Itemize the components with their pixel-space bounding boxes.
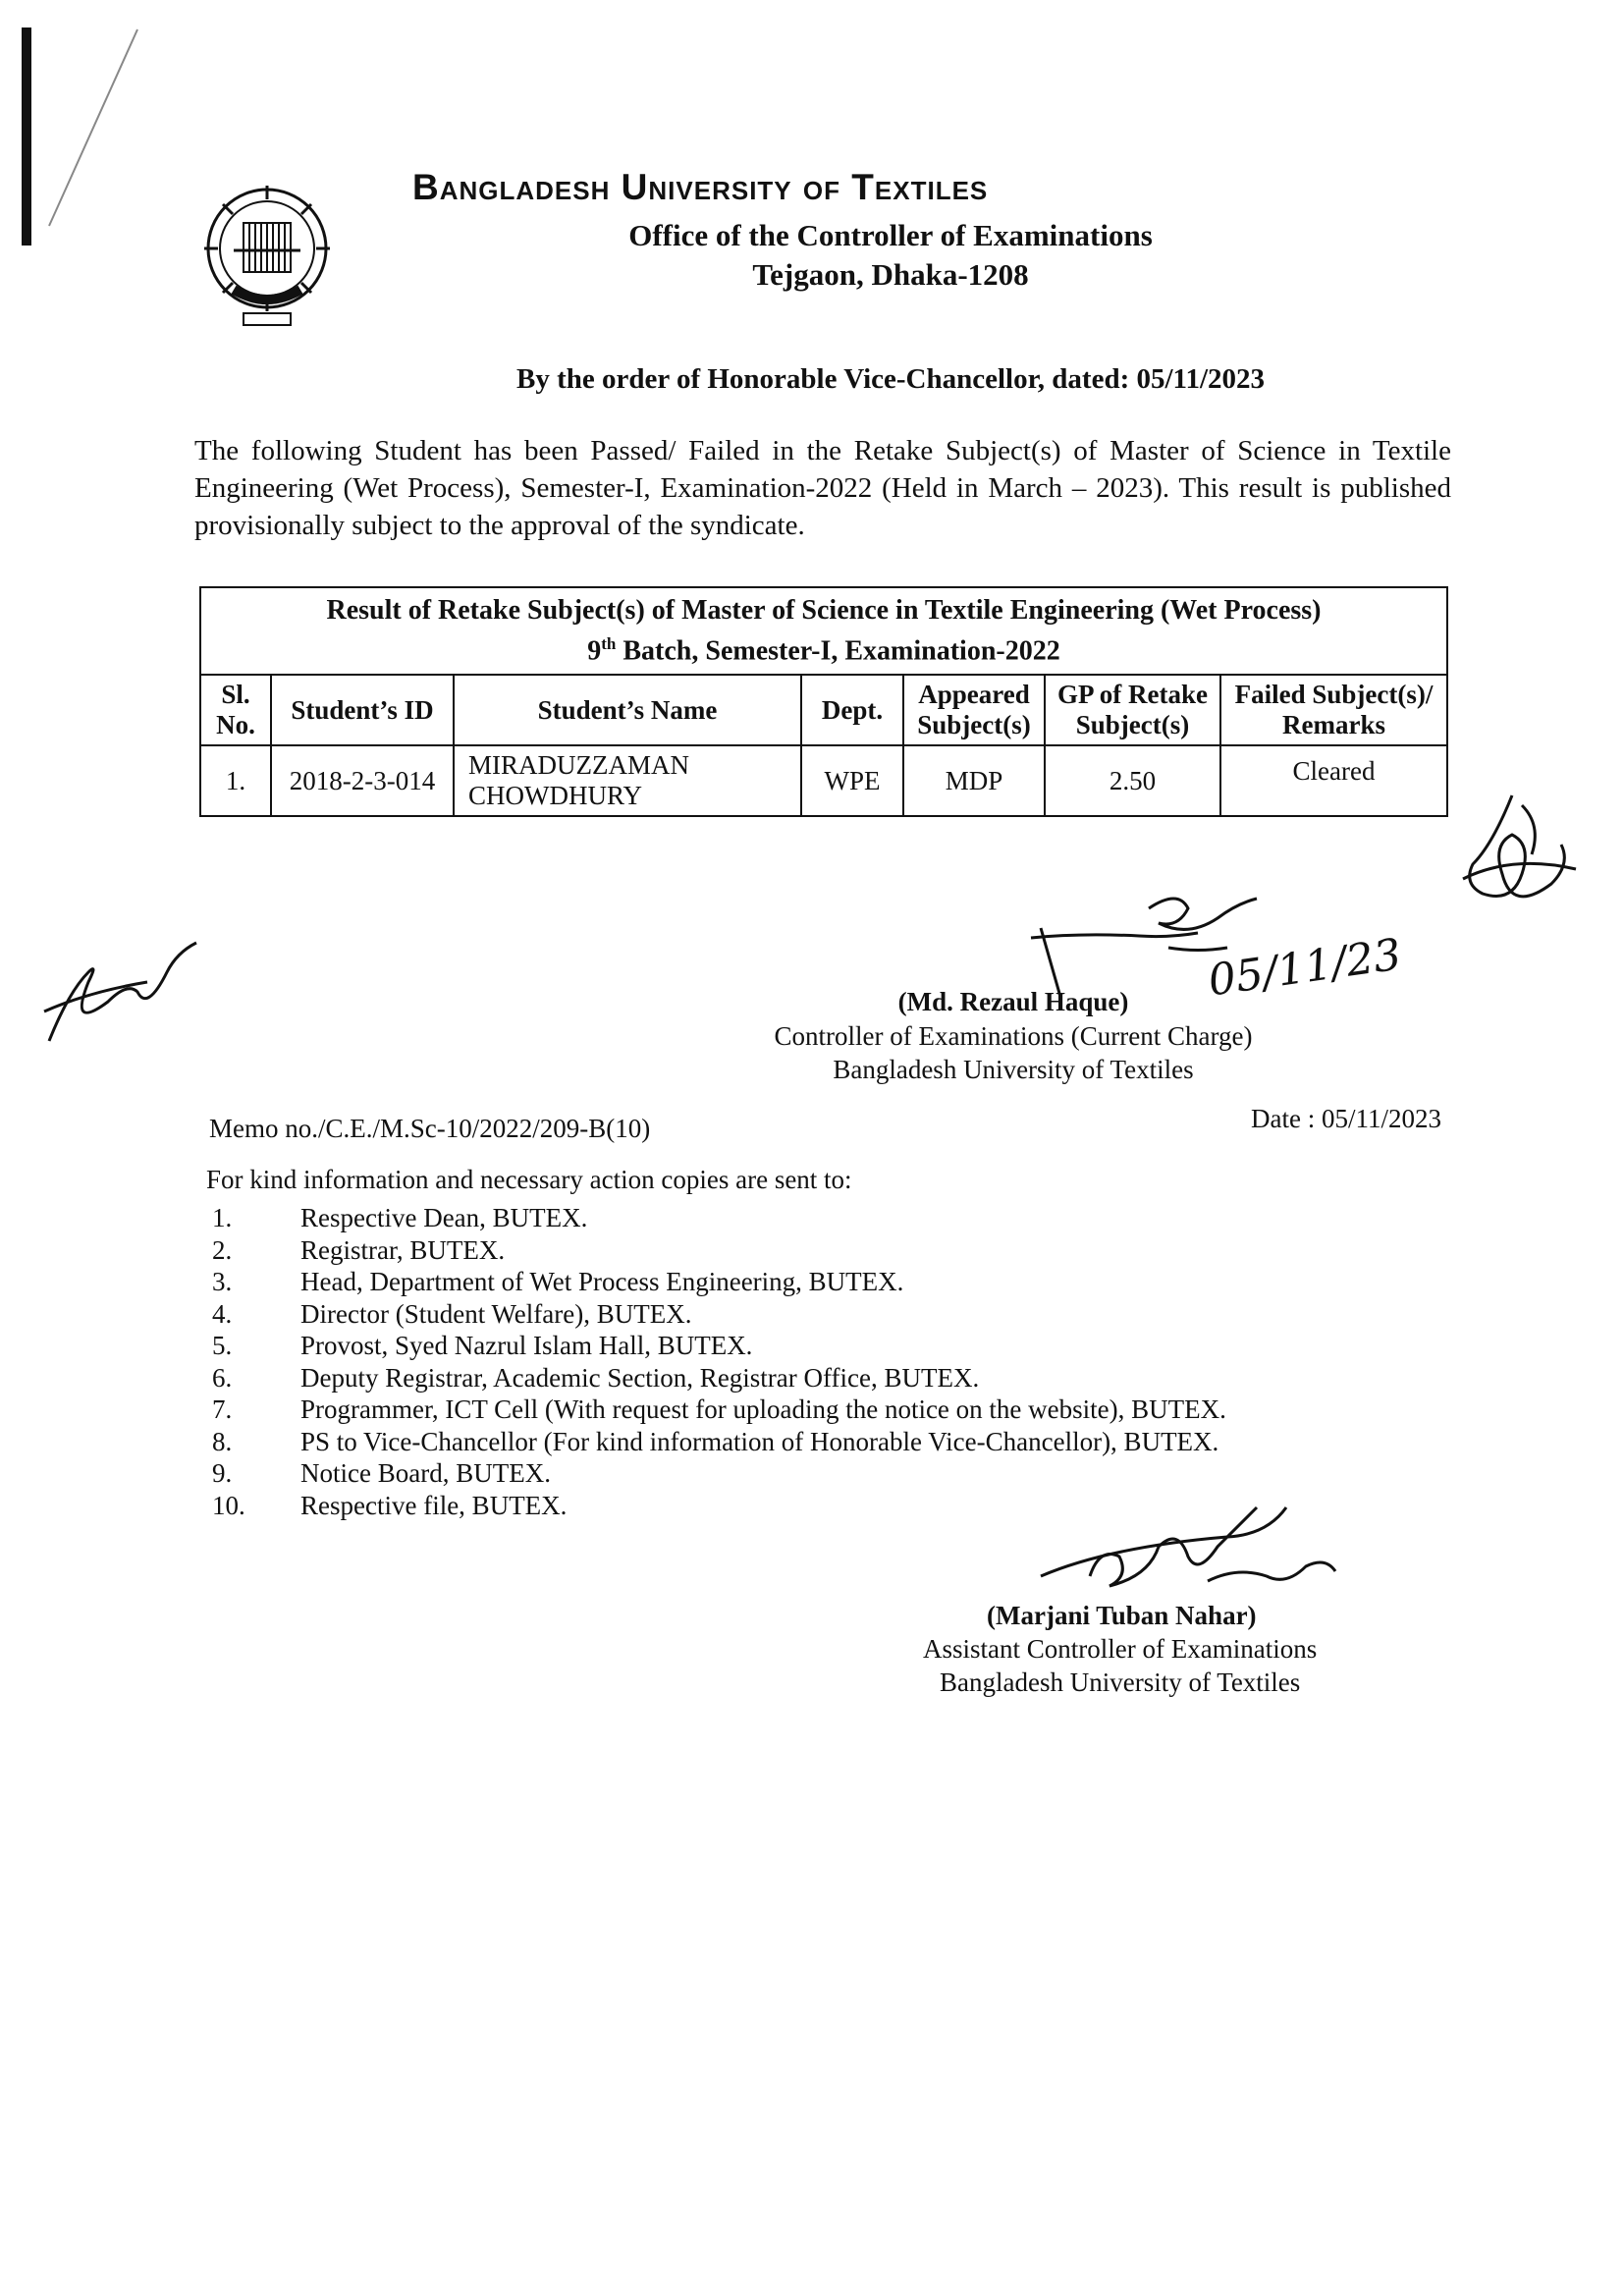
header-gp: GP of Retake Subject(s) (1045, 675, 1220, 745)
list-item-text: Registrar, BUTEX. (300, 1234, 506, 1265)
student-name-line2: CHOWDHURY (468, 781, 643, 811)
handwritten-date: 05/11/23 (1205, 929, 1405, 1007)
copy-recipient-list (212, 1202, 1226, 1521)
order-line: By the order of Honorable Vice-Chancellor, dated: 05/11/2023 (515, 363, 1265, 395)
cell-gp: 2.50 (1045, 745, 1220, 816)
office-name: Office of the Controller of Examinations (628, 218, 1153, 252)
signature-assistant-controller (1031, 1488, 1384, 1606)
list-item-number: 4. (212, 1298, 233, 1329)
batch-details: Batch, Semester-I, Examination-2022 (616, 635, 1060, 667)
result-table (199, 586, 1448, 817)
butex-seal-logo (204, 182, 330, 329)
list-item-number: 8. (212, 1426, 233, 1456)
list-item (212, 1426, 1226, 1458)
list-item-text: Respective Dean, BUTEX. (300, 1203, 588, 1232)
header-dept: Dept. (801, 675, 903, 745)
list-item (212, 1266, 1226, 1298)
list-item (212, 1394, 1226, 1426)
list-item-text: Deputy Registrar, Academic Section, Registrar Office, BUTEX. (300, 1362, 980, 1393)
table-row (200, 745, 1447, 816)
cell-student-id: 2018-2-3-014 (271, 745, 454, 816)
signatory2-name: (Marjani Tuban Nahar) (987, 1601, 1257, 1630)
batch-number: 9 (587, 635, 602, 667)
header-appeared: Appeared Subject(s) (903, 675, 1045, 745)
list-item (212, 1298, 1226, 1331)
list-item-number: 9. (212, 1458, 233, 1488)
signatory2-title: Assistant Controller of Examinations (923, 1634, 1318, 1664)
cell-sl-no: 1. (200, 745, 271, 816)
list-item-text: Director (Student Welfare), BUTEX. (300, 1298, 692, 1329)
memo-date: Date : 05/11/2023 (1251, 1104, 1441, 1133)
cell-student-name (454, 745, 801, 816)
signatory1-organization: Bangladesh University of Textiles (833, 1055, 1194, 1084)
table-caption-row (200, 587, 1447, 675)
header-sl-no: Sl. No. (200, 675, 271, 745)
cell-dept: WPE (801, 745, 903, 816)
signatory1-name: (Md. Rezaul Haque) (897, 987, 1129, 1016)
header-remarks: Failed Subject(s)/ Remarks (1220, 675, 1447, 745)
table-caption-line2 (207, 628, 1440, 668)
signatory1-title: Controller of Examinations (Current Charge) (774, 1021, 1253, 1051)
list-item-number: 6. (212, 1362, 233, 1393)
list-item-text: Respective file, BUTEX. (300, 1490, 568, 1520)
list-item-number: 1. (212, 1203, 233, 1232)
cell-remarks: Cleared (1220, 745, 1447, 816)
table-caption (200, 587, 1447, 675)
signatory2-organization: Bangladesh University of Textiles (940, 1667, 1301, 1697)
handwritten-initials-right (1453, 786, 1581, 933)
header-student-id: Student’s ID (271, 675, 454, 745)
list-item-text: Provost, Syed Nazrul Islam Hall, BUTEX. (300, 1331, 753, 1360)
batch-suffix: th (601, 634, 617, 653)
list-item-number: 5. (212, 1331, 233, 1360)
list-item-text: Head, Department of Wet Process Engineering, BUTEX. (300, 1267, 904, 1296)
list-item-number: 10. (212, 1490, 245, 1520)
header-student-name: Student’s Name (454, 675, 801, 745)
table-header-row (200, 675, 1447, 745)
list-item (212, 1234, 1226, 1267)
list-item (212, 1330, 1226, 1362)
list-item (212, 1202, 1226, 1234)
scan-margin-stroke (29, 20, 147, 236)
office-location: Tejgaon, Dhaka-1208 (752, 257, 1029, 292)
list-item-number: 2. (212, 1234, 233, 1265)
list-item-text: Notice Board, BUTEX. (300, 1458, 551, 1488)
student-name-line1: MIRADUZZAMAN (468, 750, 689, 781)
list-item-number: 7. (212, 1394, 233, 1424)
list-item-number: 3. (212, 1267, 233, 1296)
university-name: Bangladesh University of Textiles (412, 167, 989, 207)
memo-number: Memo no./C.E./M.Sc-10/2022/209-B(10) (209, 1114, 651, 1143)
list-item-text: PS to Vice-Chancellor (For kind information of Honorable Vice-Chancellor), BUTEX. (300, 1426, 1219, 1456)
list-item (212, 1457, 1226, 1490)
cell-appeared: MDP (903, 745, 1045, 816)
table-caption-line1: Result of Retake Subject(s) of Master of Science in Textile Engineering (Wet Process) (326, 595, 1322, 626)
copies-intro: For kind information and necessary action copies are sent to: (206, 1165, 852, 1194)
intro-paragraph: The following Student has been Passed/ Failed in the Retake Subject(s) of Master of Science in Textile Engineering (Wet Process), Semester-I, Examination-2022 (Held in March – 2023). This result is published provisionally subject to the approval of the syndicate. (194, 435, 1451, 541)
list-item (212, 1362, 1226, 1394)
list-item-text: Programmer, ICT Cell (With request for uploading the notice on the website), BUTEX. (300, 1394, 1226, 1424)
